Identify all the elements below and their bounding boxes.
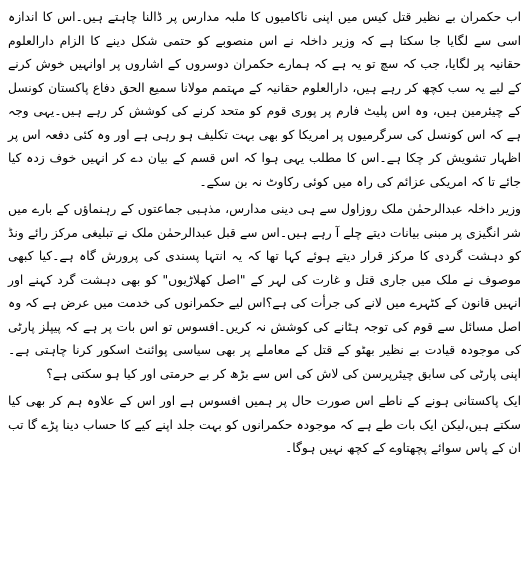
paragraph-2: وزیر داخلہ عبدالرحمٰن ملک روزاول سے ہی دینی مدارس، مذہبی جماعتوں کے رہنماؤں کے بارے میں شر انگیزی پر مبنی بیانات دیتے چلے آ رہے ہیں۔اس سے قبل عبدالرحمٰن ملک نے تبلیغی مرکز رائے ونڈ کو دہشت گردی کا مرکز قرار دیتے ہوئے کہا تھا کہ یہ انتہا پسندی کی پرورش گاہ ہے۔کیا کبھی موصوف نے ملک میں جاری قتل و غارت کی لہر کے "اصل کھلاڑیوں" کو بھی دہشت گرد کہنے اور انہیں قانون کے کٹہرے میں لانے کی جرأت کی ہے؟اس لیے حکمرانوں کی خدمت میں عرض ہے کہ وہ اصل مسائل سے قوم کی توجہ ہٹانے کی کوشش نہ کریں۔افسوس تو اس بات پر ہے کہ پیپلز پارٹی کی موجودہ قیادت بے نظیر بھٹو کے قتل کے معاملے پر بھی سیاسی پوائنٹ اسکور کرنا چاہتی ہے۔اپنی پارٹی کی سابق چیئرپرسن کی لاش کی اس سے بڑھ کر بے حرمتی اور کیا ہو سکتی ہے؟	[8, 202, 521, 381]
paragraph-3: ایک پاکستانی ہونے کے ناطے اس صورت حال پر ہمیں افسوس ہے اور اس کے علاوہ ہم کر بھی کیا سکتے ہیں،لیکن ایک بات طے ہے کہ موجودہ حکمرانوں کو بہت جلد اپنے کیے کا حساب دینا پڑے گا تب ان کے پاس سوائے پچھتاوے کے کچھ نہیں ہوگا۔	[8, 394, 521, 455]
paragraph-1: اب حکمران بے نظیر قتل کیس میں اپنی ناکامیوں کا ملبہ مدارس پر ڈالنا چاہتے ہیں۔اس کا اندازہ اسی سے لگایا جا سکتا ہے کہ وزیر داخلہ نے اس منصوبے کو حتمی شکل دینے کا الزام دارالعلوم حقانیہ پر لگایا، جب کہ سچ تو یہ ہے کہ ہمارے حکمران دوسروں کے اشاروں پر اوانہیں خوش کرنے کے لیے یہ سب کچھ کر رہے ہیں، دارالعلوم حقانیہ کے مہتمم مولانا سمیع الحق دفاع پاکستان کونسل کے چیئرمین ہیں، وہ اس پلیٹ فارم پر پوری قوم کو متحد کرنے کی کوشش کر رہے ہیں۔یہی وجہ ہے کہ اس کونسل کی سرگرمیوں پر امریکا کو بھی بہت تکلیف ہو رہی ہے اور وہ کئی دفعہ اس پر اظہار تشویش کر چکا ہے۔اس کا مطلب یہی ہوا کہ اس قسم کے بیان دے کر انہیں خوف زدہ کیا جائے تا کہ امریکی عزائم کی راہ میں کوئی رکاوٹ نہ بن سکے۔	[8, 10, 521, 189]
